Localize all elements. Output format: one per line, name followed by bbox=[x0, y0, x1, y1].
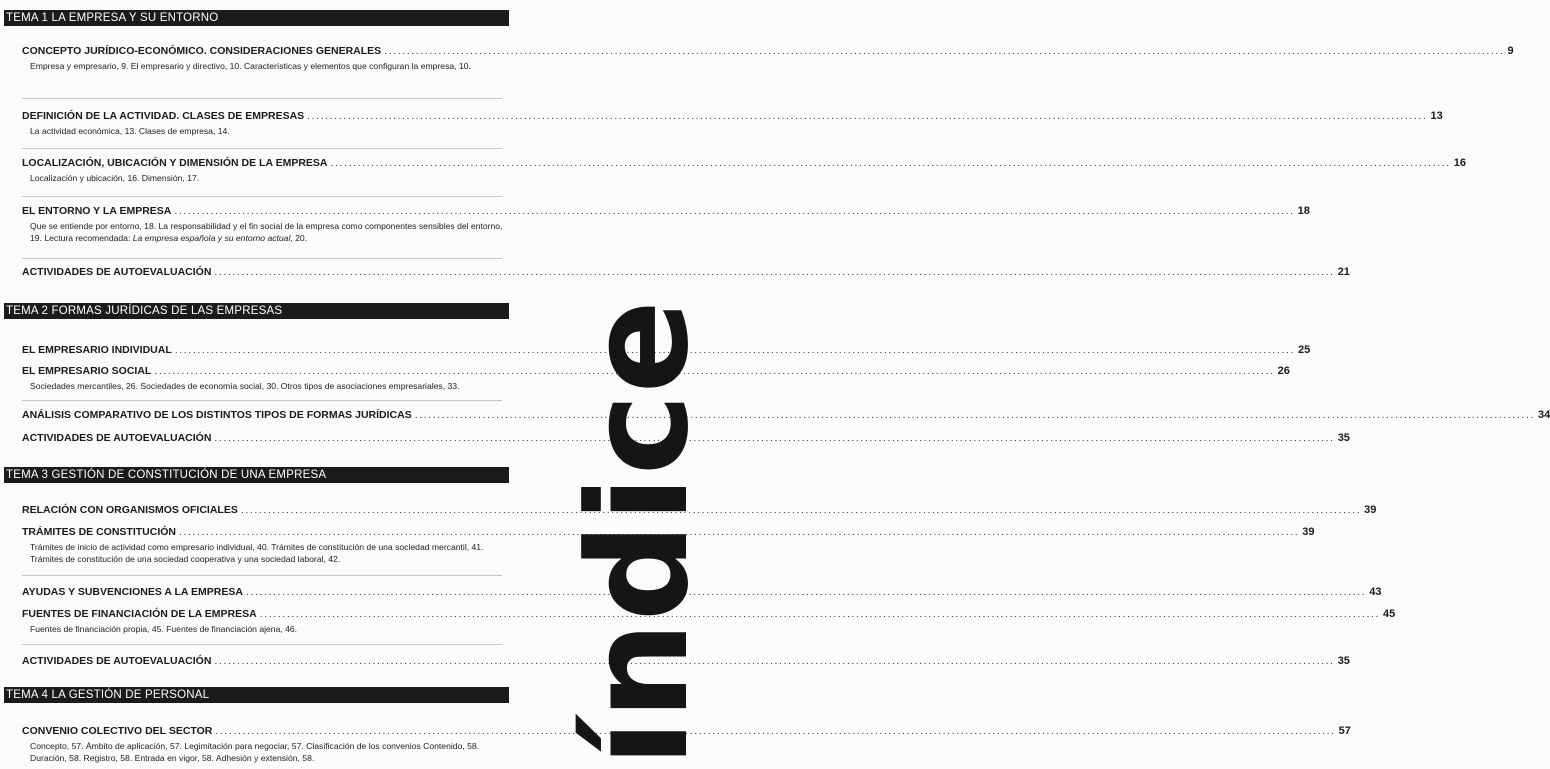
toc-entry[interactable] bbox=[22, 503, 1377, 517]
toc-entry[interactable] bbox=[22, 585, 1382, 599]
dot-leader bbox=[179, 525, 1299, 539]
divider bbox=[22, 148, 502, 149]
entry-page: 35 bbox=[1337, 655, 1350, 667]
side-title: índice bbox=[558, 300, 719, 768]
toc-entry[interactable] bbox=[22, 44, 1514, 73]
entry-page: 39 bbox=[1364, 504, 1377, 516]
subtopics-text: Que se entiende por entorno, 18. La responsabilidad y el fin social de la empresa como componentes sensibles del entorno, 19. Lectura recomendada: bbox=[30, 221, 503, 243]
dot-leader bbox=[246, 585, 1366, 599]
entry-title: LOCALIZACIÓN, UBICACIÓN Y DIMENSIÓN DE LA EMPRESA bbox=[22, 157, 328, 169]
dot-leader bbox=[241, 503, 1361, 517]
entry-subtopics: Concepto, 57. Ámbito de aplicación, 57. Legimitación para negociar, 57. Clasificación de los convenios Contenido, 58. Duración, 58. Registro, 58. Entrada en vigor, 58. Adhesión y extensión, 58. bbox=[30, 741, 480, 763]
entry-title: ACTIVIDADES DE AUTOEVALUACIÓN bbox=[22, 432, 212, 444]
entry-title: ACTIVIDADES DE AUTOEVALUACIÓN bbox=[22, 266, 212, 278]
entry-title: DEFINICIÓN DE LA ACTIVIDAD. CLASES DE EMPRESAS bbox=[22, 110, 305, 122]
toc-entry[interactable] bbox=[22, 343, 1311, 357]
entry-page: 45 bbox=[1383, 608, 1396, 620]
divider bbox=[22, 98, 502, 99]
divider bbox=[22, 258, 502, 259]
dot-leader bbox=[214, 431, 1334, 445]
entry-page: 18 bbox=[1297, 205, 1310, 217]
entry-page: 26 bbox=[1277, 365, 1290, 377]
entry-subtopics bbox=[22, 221, 510, 244]
entry-page: 34 bbox=[1537, 409, 1550, 421]
divider bbox=[22, 400, 502, 401]
subtopics-end: , 20. bbox=[290, 232, 308, 243]
entry-title: CONVENIO COLECTIVO DEL SECTOR bbox=[22, 725, 213, 737]
entry-page: 43 bbox=[1369, 586, 1382, 598]
entry-title: EL ENTORNO Y LA EMPRESA bbox=[22, 205, 172, 217]
dot-leader bbox=[214, 654, 1334, 668]
toc-entry[interactable] bbox=[22, 724, 1351, 764]
toc-entry[interactable] bbox=[22, 156, 1467, 185]
divider bbox=[22, 196, 502, 197]
entry-title: AYUDAS Y SUBVENCIONES A LA EMPRESA bbox=[22, 586, 243, 598]
entry-page: 9 bbox=[1507, 45, 1514, 57]
entry-page: 21 bbox=[1337, 266, 1350, 278]
entry-title: FUENTES DE FINANCIACIÓN DE LA EMPRESA bbox=[22, 608, 257, 620]
toc-entry[interactable] bbox=[22, 525, 1315, 565]
entry-title: RELACIÓN CON ORGANISMOS OFICIALES bbox=[22, 504, 238, 516]
entry-title: ACTIVIDADES DE AUTOEVALUACIÓN bbox=[22, 655, 212, 667]
dot-leader bbox=[260, 607, 1380, 621]
entry-subtopics: La actividad económica, 13. Clases de empresa, 14. bbox=[30, 126, 230, 136]
dot-leader bbox=[214, 265, 1334, 279]
entry-title: ANÁLISIS COMPARATIVO DE LOS DISTINTOS TIPOS DE FORMAS JURÍDICAS bbox=[22, 409, 412, 421]
dot-leader bbox=[174, 204, 1294, 218]
toc-entry[interactable] bbox=[22, 607, 1396, 636]
section-header-tema-3: TEMA 3 GESTIÓN DE CONSTITUCIÓN DE UNA EMPRESA bbox=[4, 467, 509, 483]
toc-entry[interactable] bbox=[22, 431, 1350, 445]
entry-page: 35 bbox=[1337, 432, 1350, 444]
entry-page: 25 bbox=[1298, 344, 1311, 356]
divider bbox=[22, 575, 502, 576]
toc-entry[interactable] bbox=[22, 204, 1310, 244]
toc-entry[interactable] bbox=[22, 364, 1290, 393]
entry-title: EL EMPRESARIO INDIVIDUAL bbox=[22, 344, 172, 356]
dot-leader bbox=[307, 109, 1427, 123]
entry-page: 57 bbox=[1338, 725, 1351, 737]
entry-subtopics: Localización y ubicación, 16. Dimensión, 17. bbox=[30, 173, 200, 183]
toc-entry[interactable] bbox=[22, 654, 1350, 668]
entry-title: CONCEPTO JURÍDICO-ECONÓMICO. CONSIDERACIONES GENERALES bbox=[22, 45, 382, 57]
recommended-reading: La empresa española y su entorno actual bbox=[132, 232, 291, 243]
dot-leader bbox=[175, 343, 1295, 357]
entry-subtopics: Fuentes de financiación propia, 45. Fuentes de financiación ajena, 46. bbox=[30, 624, 298, 634]
entry-page: 16 bbox=[1453, 157, 1467, 169]
side-title-decoration bbox=[508, 0, 719, 769]
entry-title: EL EMPRESARIO SOCIAL bbox=[22, 365, 152, 377]
entry-subtopics: Trámites de inicio de actividad como empresario individual, 40. Trámites de constitución de una sociedad mercantil, 41. Trámites de constitución de una sociedad cooperativa y una sociedad laboral, 42. bbox=[30, 542, 484, 564]
entry-subtopics: Sociedades mercantiles, 26. Sociedades de economía social, 30. Otros tipos de asociaciones empresariales, 33. bbox=[30, 381, 460, 391]
divider bbox=[22, 644, 502, 645]
section-header-tema-1: TEMA 1 LA EMPRESA Y SU ENTORNO bbox=[4, 10, 509, 26]
entry-page: 13 bbox=[1430, 110, 1443, 122]
section-header-tema-4: TEMA 4 LA GESTIÓN DE PERSONAL bbox=[4, 687, 509, 703]
entry-page: 39 bbox=[1302, 526, 1315, 538]
entry-title: TRÁMITES DE CONSTITUCIÓN bbox=[22, 526, 176, 538]
entry-subtopics: Empresa y empresario, 9. El empresario y directivo, 10. Características y elementos que configuran la empresa, 10. bbox=[30, 61, 471, 71]
toc-entry[interactable] bbox=[22, 265, 1350, 279]
dot-leader bbox=[331, 156, 1451, 170]
toc-entry[interactable] bbox=[22, 109, 1443, 138]
dot-leader bbox=[215, 724, 1335, 738]
section-header-tema-2: TEMA 2 FORMAS JURÍDICAS DE LAS EMPRESAS bbox=[4, 303, 509, 319]
toc-entry[interactable] bbox=[22, 408, 1550, 422]
